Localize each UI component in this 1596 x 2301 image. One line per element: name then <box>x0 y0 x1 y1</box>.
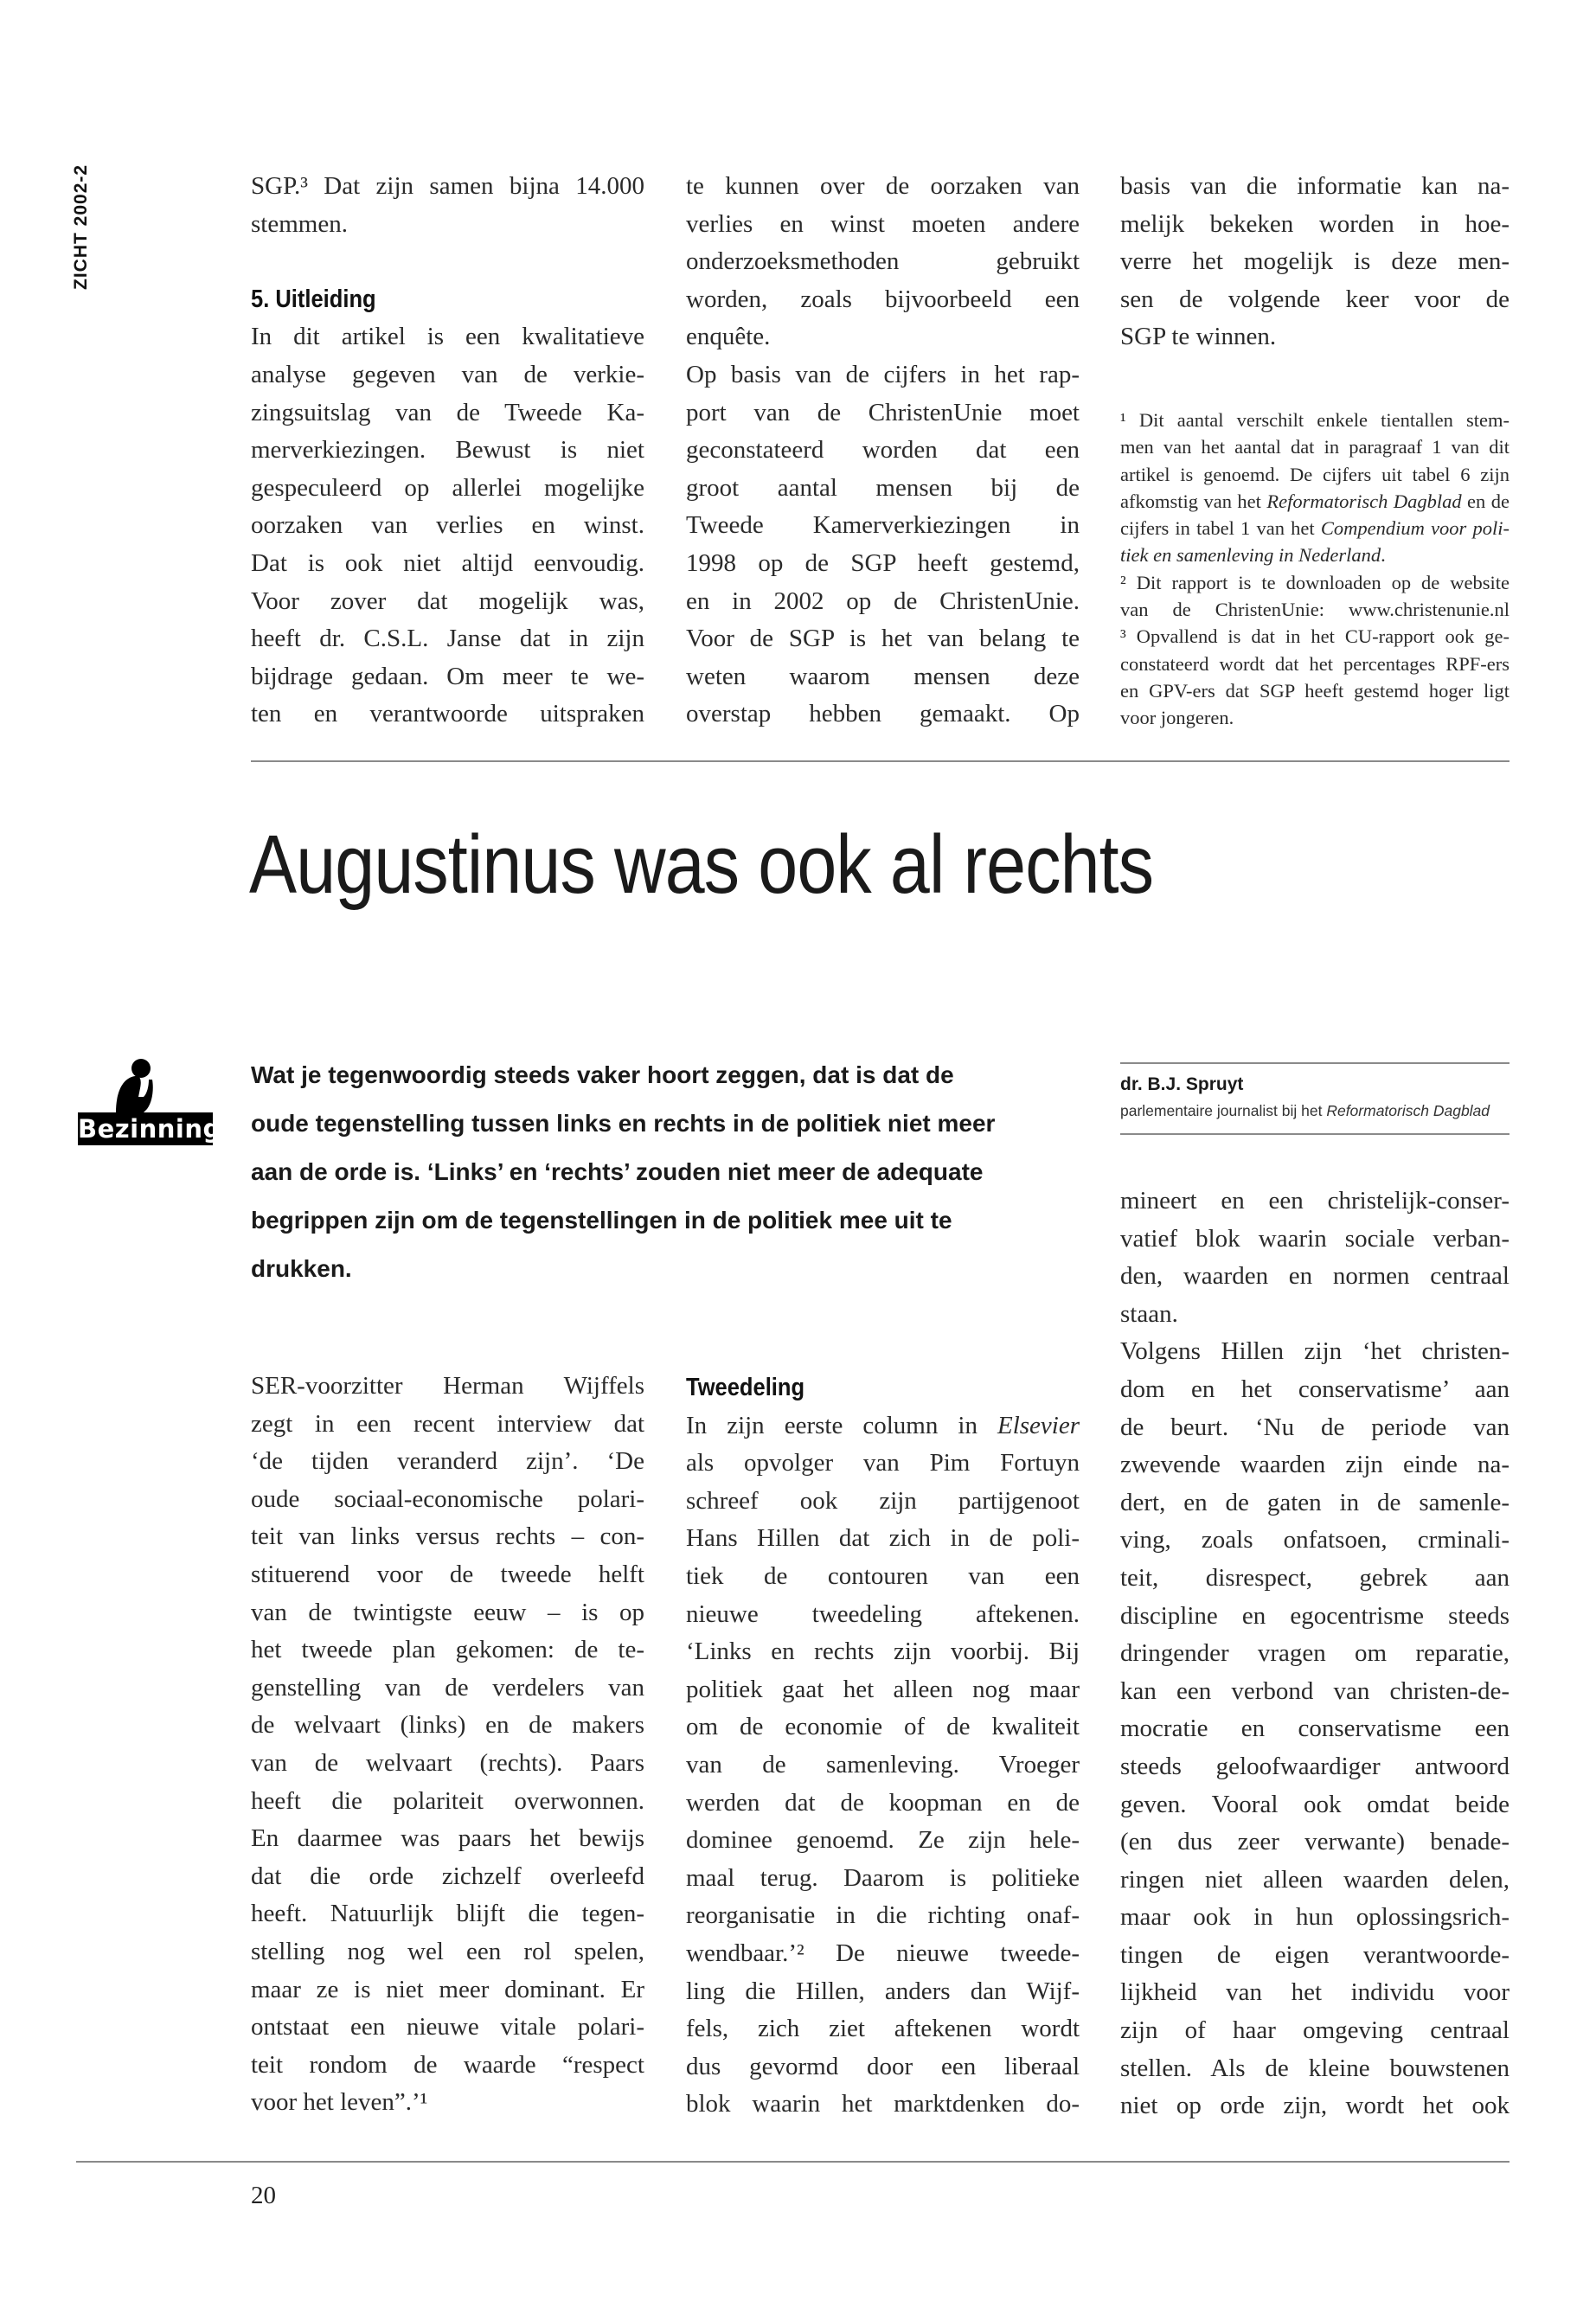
article-column-3 <box>1120 1183 1509 2125</box>
author-role-paper: Reformatorisch Dagblad <box>1326 1102 1490 1119</box>
author-role <box>1120 1102 1490 1120</box>
text-line: teit, disrespect, gebrek aan <box>1120 1563 1509 1592</box>
section-heading: 5. Uitleiding <box>251 285 376 313</box>
text-line: en in 2002 op de ChristenUnie. <box>686 586 1080 615</box>
text-line: Op basis van de cijfers in het rap- <box>686 360 1080 388</box>
text-segment: en de <box>1461 490 1509 512</box>
text-line: dus gevormd door een liberaal <box>686 2052 1080 2080</box>
text-line: Volgens Hillen zijn ‘het christen- <box>1120 1337 1509 1366</box>
text-line: ‘Links en rechts zijn voorbij. Bij <box>686 1638 1080 1666</box>
text-line: maar ze is niet meer dominant. Er <box>251 1975 644 2003</box>
text-line: oude sociaal-economische polari- <box>251 1484 644 1513</box>
text-line: ringen niet alleen waarden delen, <box>1120 1865 1509 1894</box>
text-line: tingen de eigen verantwoorde- <box>1120 1940 1509 1969</box>
text-line: ‘de tijden veranderd zijn’. ‘De <box>251 1447 644 1476</box>
text-line: Voor zover dat mogelijk was, <box>251 586 644 615</box>
bezinning-category-badge <box>78 1059 221 1147</box>
text-line: steeds geloofwaardiger antwoord <box>1120 1752 1509 1780</box>
text-line: weten waarom mensen deze <box>686 662 1080 690</box>
text-line: basis van die informatie kan na- <box>1120 172 1509 200</box>
text-line: dringender vragen om reparatie, <box>1120 1639 1509 1668</box>
article-column-2 <box>686 1369 1080 2124</box>
text-line: zingsuitslag van de Tweede Ka- <box>251 398 644 426</box>
text-segment: cijfers in tabel 1 van het <box>1120 517 1321 540</box>
text-line: In dit artikel is een kwalitatieve <box>251 323 644 351</box>
text-line: bijdrage gedaan. Om meer te we- <box>251 662 644 690</box>
text-line: van de welvaart (rechts). Paars <box>251 1748 644 1777</box>
lead-line: oude tegenstelling tussen links en rechts in de politiek niet meer <box>251 1110 996 1137</box>
text-line: discipline en egocentrisme steeds <box>1120 1601 1509 1630</box>
text-line: onderzoeksmethoden gebruikt <box>686 247 1080 276</box>
text-line: zegt in een recent interview dat <box>251 1409 644 1438</box>
lead-line: begrippen zijn om de tegenstellingen in de politiek mee uit te <box>251 1207 952 1234</box>
text-segment: afkomstig van het <box>1120 490 1267 512</box>
text-line: dert, en de gaten in de samenle- <box>1120 1488 1509 1516</box>
page-number: 20 <box>251 2182 276 2209</box>
text-line: fels, zich ziet aftekenen wordt <box>686 2015 1080 2043</box>
text-line: men van het aantal dat in paragraaf 1 van dit <box>1120 436 1509 458</box>
text-line: stelling nog wel een rol spelen, <box>251 1937 644 1965</box>
text-line: de welvaart (links) en de makers <box>251 1711 644 1740</box>
section-divider <box>251 760 1509 762</box>
byline-rule-top <box>1120 1062 1509 1064</box>
text-line: Voor de SGP is het van belang te <box>686 625 1080 653</box>
text-line: heeft die polariteit overwonnen. <box>251 1786 644 1815</box>
text-line: stituerend voor de tweede helft <box>251 1560 644 1588</box>
lead-line: aan de orde is. ‘Links’ en ‘rechts’ zouden niet meer de adequate <box>251 1158 984 1185</box>
text-line: ving, zoals onfatsoen, crminali- <box>1120 1526 1509 1554</box>
text-line: maar ook in hun oplossingsrich- <box>1120 1903 1509 1932</box>
text-line: SGP te winnen. <box>1120 323 1277 351</box>
text-line: van de twintigste eeuw – is op <box>251 1598 644 1626</box>
text-line: analyse gegeven van de verkie- <box>251 360 644 388</box>
text-line: sen de volgende keer voor de <box>1120 285 1509 313</box>
previous-article-column-3 <box>1120 168 1509 356</box>
text-line: schreef ook zijn partijgenoot <box>686 1486 1080 1515</box>
text-line: heeft dr. C.S.L. Janse dat in zijn <box>251 625 644 653</box>
text-line: mineert en een christelijk-conser- <box>1120 1187 1509 1215</box>
italic-text: tiek en samenleving in Nederland <box>1120 544 1381 567</box>
text-line: gespeculeerd op allerlei mogelijke <box>251 473 644 502</box>
lead-line: drukken. <box>251 1255 352 1282</box>
text-line: merverkiezingen. Bewust is niet <box>251 436 644 465</box>
text-line: dat die orde zichzelf overleefd <box>251 1862 644 1890</box>
text-line: En daarmee was paars het bewijs <box>251 1824 644 1853</box>
text-line: verre het mogelijk is deze men- <box>1120 247 1509 276</box>
text-line: Hans Hillen dat zich in de poli- <box>686 1524 1080 1553</box>
article-column-1 <box>251 1368 644 2122</box>
text-line: teit van links versus rechts – con- <box>251 1522 644 1551</box>
text-line: SER-voorzitter Herman Wijffels <box>251 1372 644 1400</box>
text-line: enquête. <box>686 323 771 351</box>
paragraph-gap <box>251 243 644 281</box>
italic-text: Reformatorisch Dagblad <box>1266 490 1462 512</box>
text-line: mocratie en conservatisme een <box>1120 1715 1509 1743</box>
italic-text: Elsevier <box>997 1411 1080 1439</box>
text-line: ten en verantwoorde uitspraken <box>251 700 644 728</box>
text-line: het tweede plan gekomen: de te- <box>251 1636 644 1664</box>
text-line <box>1120 542 1509 568</box>
text-line: tiek de contouren van een <box>686 1561 1080 1590</box>
text-line: verlies en winst moeten andere <box>686 209 1080 238</box>
text-line: dom en het conservatisme’ aan <box>1120 1375 1509 1403</box>
text-line: SGP.³ Dat zijn samen bijna 14.000 <box>251 172 644 200</box>
text-line: politiek gaat het alleen nog maar <box>686 1675 1080 1703</box>
text-line: ling die Hillen, anders dan Wijf- <box>686 1977 1080 2005</box>
text-line: de beurt. ‘Nu de periode van <box>1120 1413 1509 1441</box>
text-line: als opvolger van Pim Fortuyn <box>686 1449 1080 1477</box>
footer-rule <box>76 2161 1509 2163</box>
text-line: melijk bekeken worden in hoe- <box>1120 209 1509 238</box>
text-line: ontstaat een nieuwe vitale polari- <box>251 2013 644 2041</box>
text-line: oorzaken van verlies en winst. <box>251 511 644 540</box>
text-line: geconstateerd worden dat een <box>686 436 1080 465</box>
text-line: constateerd wordt dat het percentages RPF-ers <box>1120 652 1509 675</box>
text-line: stellen. Als de kleine bouwstenen <box>1120 2054 1509 2082</box>
text-line: zijn of haar omgeving centraal <box>1120 2016 1509 2045</box>
text-line: ² Dit rapport is te downloaden op de website <box>1120 571 1509 593</box>
text-line: voor jongeren. <box>1120 707 1234 729</box>
text-line: blok waarin het marktdenken do- <box>686 2090 1080 2118</box>
category-label: Bezinning <box>78 1114 221 1144</box>
text-line <box>686 1407 1080 1445</box>
text-line: heeft. Natuurlijk blijft die tegen- <box>251 1900 644 1928</box>
thinking-person-icon <box>78 1059 213 1114</box>
footnotes <box>1120 407 1509 732</box>
text-line: geven. Vooral ook omdat beide <box>1120 1790 1509 1818</box>
text-line: den, waarden en normen centraal <box>1120 1262 1509 1291</box>
text-line <box>1120 515 1509 542</box>
text-line: reorganisatie in die richting onaf- <box>686 1901 1080 1930</box>
article-lead <box>251 1051 1081 1293</box>
text-line: ¹ Dit aantal verschilt enkele tientallen stem- <box>1120 409 1509 431</box>
text-line: artikel is genoemd. De cijfers uit tabel 6 zijn <box>1120 463 1509 485</box>
text-line: nieuwe tweedeling aftekenen. <box>686 1599 1080 1628</box>
text-line: groot aantal mensen bij de <box>686 473 1080 502</box>
text-line: teit rondom de waarde “respect <box>251 2050 644 2079</box>
text-line: kan een verbond van christen-de- <box>1120 1676 1509 1705</box>
text-line: dominee genoemd. Ze zijn hele- <box>686 1826 1080 1855</box>
text-line: te kunnen over de oorzaken van <box>686 172 1080 200</box>
text-line: port van de ChristenUnie moet <box>686 398 1080 426</box>
article-title: Augustinus was ook al rechts <box>249 818 1154 911</box>
byline-rule-bottom <box>1120 1133 1509 1135</box>
text-line: genstelling van de verdelers van <box>251 1673 644 1702</box>
text-line: Tweede Kamerverkiezingen in <box>686 511 1080 540</box>
author-role-text: parlementaire journalist bij het <box>1120 1102 1327 1119</box>
text-segment: In zijn eerste column in <box>686 1411 997 1439</box>
text-line: wendbaar.’² De nieuwe tweede- <box>686 1939 1080 1967</box>
text-line: ³ Opvallend is dat in het CU-rapport ook ge- <box>1120 625 1509 648</box>
text-line: voor het leven”.’¹ <box>251 2088 428 2117</box>
text-line: maal terug. Daarom is politieke <box>686 1863 1080 1892</box>
text-line: vatief blok waarin sociale verban- <box>1120 1224 1509 1253</box>
text-line: overstap hebben gemaakt. Op <box>686 700 1080 728</box>
text-line: lijkheid van het individu voor <box>1120 1978 1509 2007</box>
text-line <box>1120 488 1509 515</box>
text-line: stemmen. <box>251 209 348 238</box>
italic-text: Compendium voor poli- <box>1320 517 1510 540</box>
text-line: (en dus zeer verwante) benade- <box>1120 1828 1509 1856</box>
text-line: worden, zoals bijvoorbeeld een <box>686 285 1080 313</box>
text-line: zwevende waarden zijn einde na- <box>1120 1451 1509 1479</box>
text-line: staan. <box>1120 1299 1178 1328</box>
text-line: Dat is ook niet altijd eenvoudig. <box>251 548 644 577</box>
text-segment: . <box>1381 544 1386 567</box>
author-name: dr. B.J. Spruyt <box>1120 1074 1244 1094</box>
section-heading: Tweedeling <box>686 1374 805 1401</box>
text-line: van de ChristenUnie: www.christenunie.nl <box>1120 599 1509 621</box>
text-line: 1998 op de SGP heeft gestemd, <box>686 548 1080 577</box>
previous-article-column-2 <box>686 168 1080 734</box>
text-line: om de economie of de kwaliteit <box>686 1713 1080 1741</box>
text-line: niet op orde zijn, wordt het ook <box>1120 2092 1509 2120</box>
text-line: en GPV-ers dat SGP heeft gestemd hoger ligt <box>1120 679 1509 702</box>
journal-issue-marker: ZICHT 2002-2 <box>71 163 91 290</box>
text-line: werden dat de koopman en de <box>686 1788 1080 1817</box>
text-line: van de samenleving. Vroeger <box>686 1750 1080 1779</box>
previous-article-column-1 <box>251 168 644 734</box>
lead-line: Wat je tegenwoordig steeds vaker hoort zeggen, dat is dat de <box>251 1061 954 1088</box>
